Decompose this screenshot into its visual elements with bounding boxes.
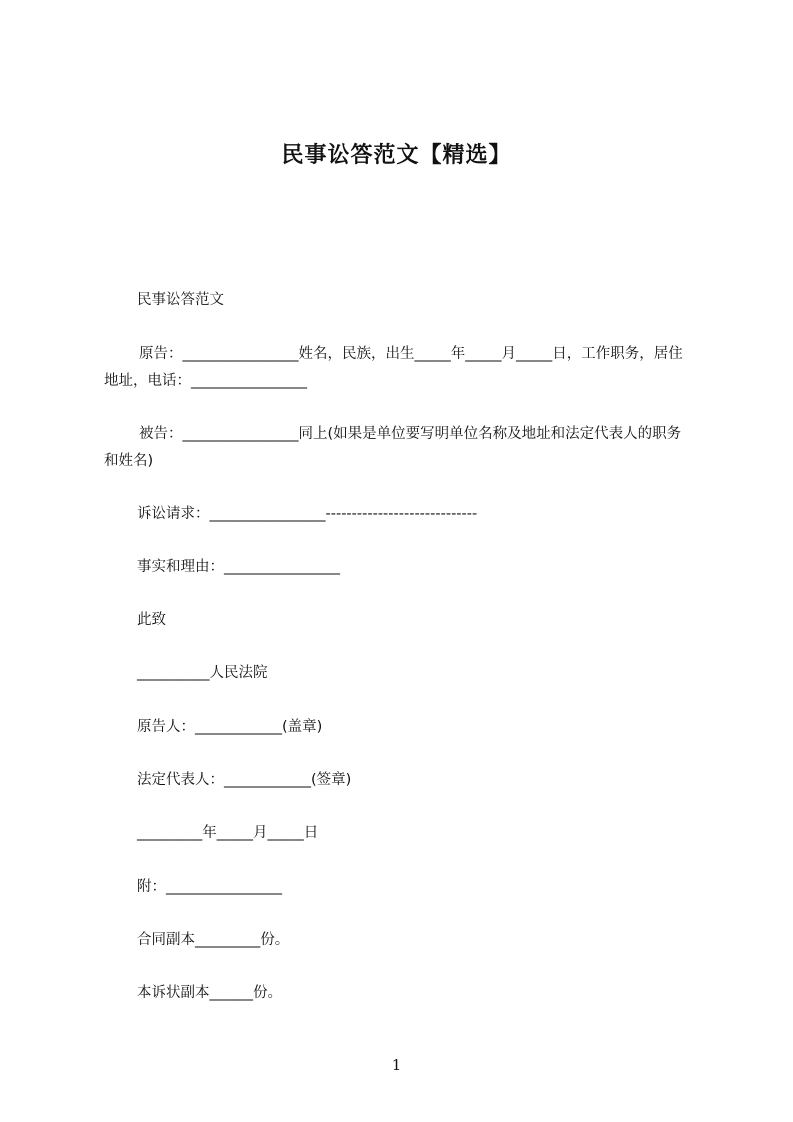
document-title: 民事讼答范文【精选】 bbox=[281, 143, 512, 168]
paragraph-plaintiff: 原告：________________姓名，民族，出生_____年_____月_____日，工作职务，居住地址，电话：________________ bbox=[104, 346, 683, 389]
page-number: 1 bbox=[391, 1056, 402, 1074]
paragraph-facts: 事实和理由：________________ bbox=[137, 559, 340, 575]
paragraph-complaint-copies: 本诉状副本______份。 bbox=[137, 985, 282, 1001]
paragraph-claims: 诉讼请求：________________----------------------------- bbox=[137, 506, 478, 522]
paragraph-court: __________人民法院 bbox=[137, 665, 268, 681]
paragraph-date: _________年_____月_____日 bbox=[137, 825, 319, 841]
paragraph-defendant: 被告：________________同上(如果是单位要写明单位名称及地址和法定代表人的职务和姓名) bbox=[104, 426, 682, 469]
paragraph-contract-copies: 合同副本_________份。 bbox=[137, 932, 290, 948]
paragraph-attachment: 附：________________ bbox=[137, 879, 282, 895]
paragraph-salutation: 此致 bbox=[137, 612, 166, 628]
paragraph-heading: 民事讼答范文 bbox=[137, 292, 224, 308]
paragraph-plaintiff-signature: 原告人：____________(盖章) bbox=[137, 719, 323, 735]
paragraph-legal-rep-signature: 法定代表人：____________(签章) bbox=[137, 772, 352, 788]
